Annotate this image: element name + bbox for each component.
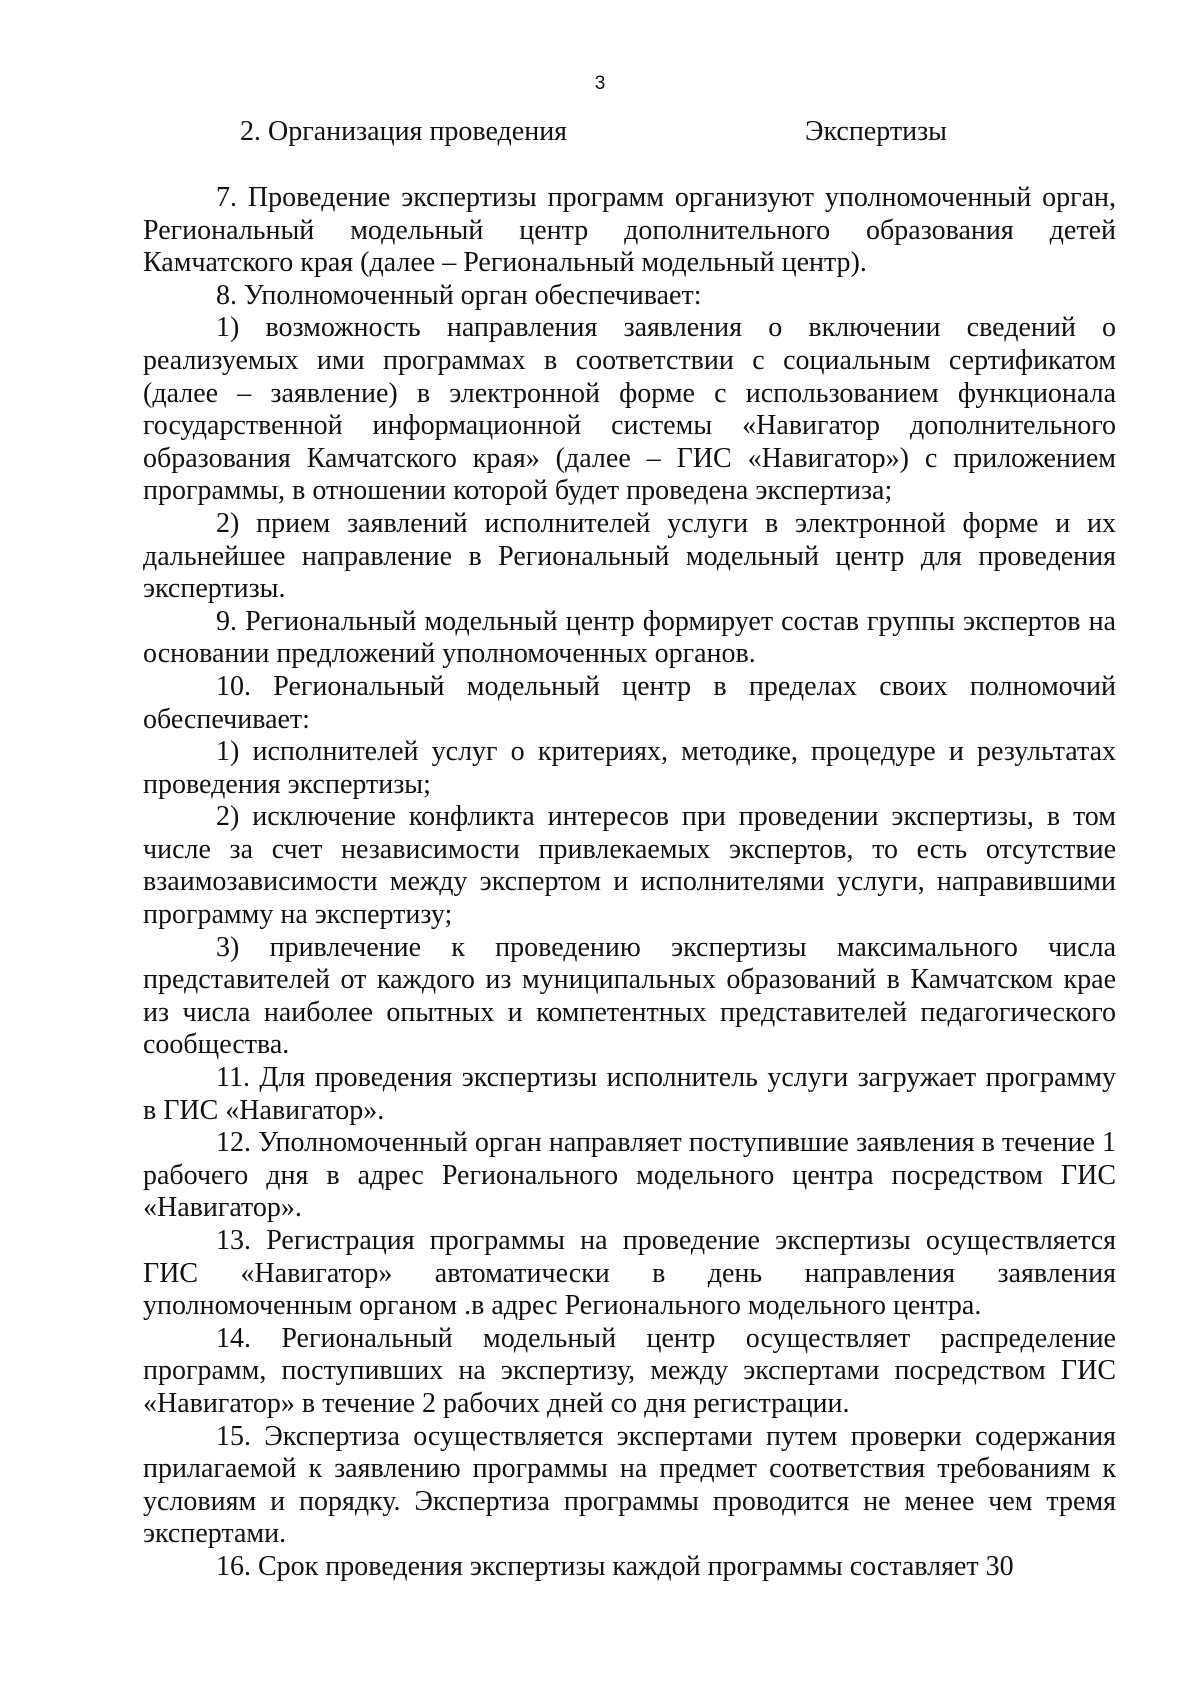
paragraph-14: 14. Региональный модельный центр осуществляет распределение программ, поступивших на экспертизу, между экспертами посредством ГИС «Навигатор» в течение 2 рабочих дней со дня регистрации. (143, 1322, 1116, 1419)
paragraph-10-item-2: 2) исключение конфликта интересов при проведении экспертизы, в том числе за счет независимости привлекаемых экспертов, то есть отсутствие взаимозависимости между экспертом и исполнителями услуги, направившими программу на экспертизу; (143, 801, 1116, 931)
section-heading-title: 2. Организация проведения (240, 116, 568, 147)
paragraph-8-item-2: 2) прием заявлений исполнителей услуги в электронной форме и их дальнейшее направление в Региональный модельный центр для проведения экспертизы. (143, 507, 1116, 605)
paragraph-10: 10. Региональный модельный центр в пределах своих полномочий обеспечивает: (143, 670, 1116, 735)
page-number: 3 (594, 73, 606, 94)
paragraph-10-item-1: 1) исполнителей услуг о критериях, методике, процедуре и результатах проведения экспертизы; (143, 736, 1116, 800)
paragraph-12: 12. Уполномоченный орган направляет поступившие заявления в течение 1 рабочего дня в адрес Регионального модельного центра посредством ГИС «Навигатор». (143, 1127, 1116, 1224)
paragraph-8-item-1: 1) возможность направления заявления о включении сведений о реализуемых ими программах в соответствии с социальным сертификатом (далее – заявление) в электронной форме с использованием функционала государственной информационной системы «Навигатор дополнительного образования Камчатского края» (далее – ГИС «Навигатор») с приложением программы, в отношении которой будет проведена экспертиза; (143, 312, 1116, 507)
paragraph-9: 9. Региональный модельный центр формирует состав группы экспертов на основании предложений уполномоченных органов. (143, 605, 1116, 670)
paragraph-11: 11. Для проведения экспертизы исполнитель услуги загружает программу в ГИС «Навигатор». (143, 1062, 1116, 1126)
paragraph-15: 15. Экспертиза осуществляется экспертами путем проверки содержания прилагаемой к заявлению программы на предмет соответствия требованиям к условиям и порядку. Экспертиза программы проводится не менее чем тремя экспертами. (143, 1420, 1116, 1550)
section-heading (240, 115, 960, 149)
paragraph-7: 7. Проведение экспертизы программ организуют уполномоченный орган, Региональный модельный центр дополнительного образования детей Камчатского края (далее – Региональный модельный центр). (143, 182, 1116, 279)
paragraph-8: 8. Уполномоченный орган обеспечивает: (216, 279, 702, 311)
section-heading-word: Экспертизы (805, 116, 947, 147)
paragraph-16: 16. Срок проведения экспертизы каждой программы составляет 30 (216, 1550, 1014, 1582)
paragraph-13: 13. Регистрация программы на проведение экспертизы осуществляется ГИС «Навигатор» автоматически в день направления заявления уполномоченным органом .в адрес Регионального модельного центра. (143, 1225, 1116, 1322)
paragraph-10-item-3: 3) привлечение к проведению экспертизы максимального числа представителей от каждого из муниципальных образований в Камчатском крае из числа наиболее опытных и компетентных представителей педагогического сообщества. (143, 931, 1116, 1061)
document-body (143, 182, 1116, 1584)
